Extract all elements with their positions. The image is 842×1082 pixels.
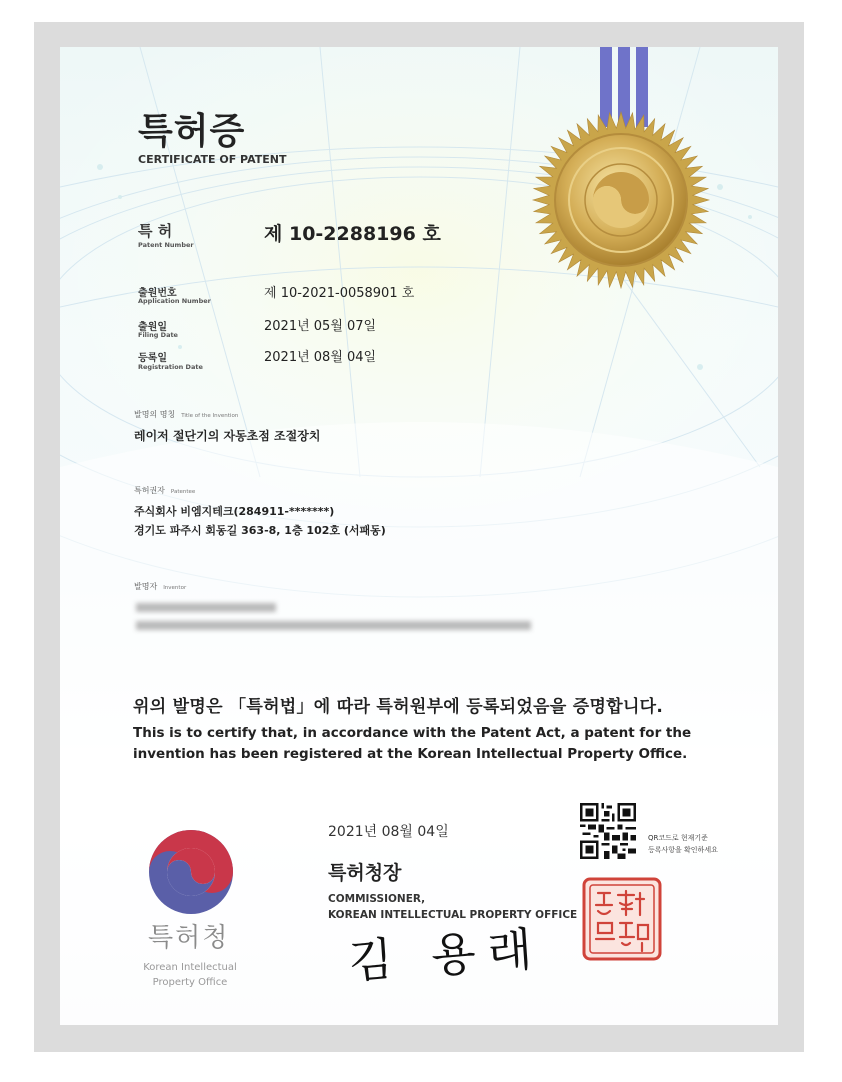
patentee-label-en: Patentee [170,489,196,495]
commissioner-signature: 김 용래 [346,921,546,989]
patentee-label-kr: 특허권자 [134,486,165,495]
certification-statement-en-line1: This is to certify that, in accordance with the Patent Act, a patent for the [133,725,692,741]
application-number-label: 출원번호 [138,288,177,299]
application-number: 제 10-2021-0058901 호 [264,286,415,301]
registration-date-label-en: Registration Date [138,363,203,371]
certificate-title: 특허증 [138,111,246,152]
invention-title-label [134,409,238,420]
filing-date: 2021년 05월 07일 [264,319,377,334]
filing-date-label: 출원일 [138,322,167,333]
gold-seal-icon [530,109,712,291]
patentee-address: 경기도 파주시 회동길 363-8, 1층 102호 (서패동) [134,524,386,537]
commissioner-title-en-line2: KOREAN INTELLECTUAL PROPERTY OFFICE [328,909,578,921]
certification-statement-kr: 위의 발명은 「특허법」에 따라 특허원부에 등록되었음을 증명합니다. [133,697,664,717]
inventor-address-redacted [136,621,531,630]
official-stamp-icon [582,877,662,961]
inventor-name-redacted [136,603,276,612]
patent-number: 제 10-2288196 호 [264,223,441,245]
commissioner-title-kr: 특허청장 [328,862,402,884]
certification-statement-en-line2: invention has been registered at the Korean Intellectual Property Office. [133,746,688,762]
application-number-label-en: Application Number [138,297,211,305]
patentee-name: 주식회사 비엠지테크(284911-*******) [134,505,335,518]
certificate-subtitle: CERTIFICATE OF PATENT [138,153,287,166]
kipo-name-en-line2: Property Office [152,977,228,988]
patent-number-label-en: Patent Number [138,241,194,249]
registration-date: 2021년 08월 04일 [264,350,377,365]
kipo-name-kr: 특허청 [148,923,230,953]
invention-title-label-en: Title of the Invention [181,413,239,419]
invention-title-label-kr: 발명의 명칭 [134,410,176,419]
issue-date: 2021년 08월 04일 [328,824,449,840]
inventor-label-en: Inventor [163,585,187,591]
qr-note-line2: 등록사항을 확인하세요 [648,846,718,854]
qr-note-line1: QR코드로 현재기준 [648,834,708,842]
inventor-label-kr: 발명자 [134,582,158,591]
registration-date-label: 등록일 [138,353,167,364]
invention-title: 레이저 절단기의 자동초점 조절장치 [134,429,321,443]
filing-date-label-en: Filing Date [138,331,178,339]
patentee-label [134,485,195,496]
qr-code-icon[interactable] [580,803,636,859]
inventor-label [134,581,186,592]
certificate-paper [60,47,778,1025]
kipo-name-en-line1: Korean Intellectual [143,962,237,973]
kipo-logo-icon [146,827,236,917]
patent-number-label: 특 허 [138,222,173,240]
commissioner-title-en-line1: COMMISSIONER, [328,893,426,905]
